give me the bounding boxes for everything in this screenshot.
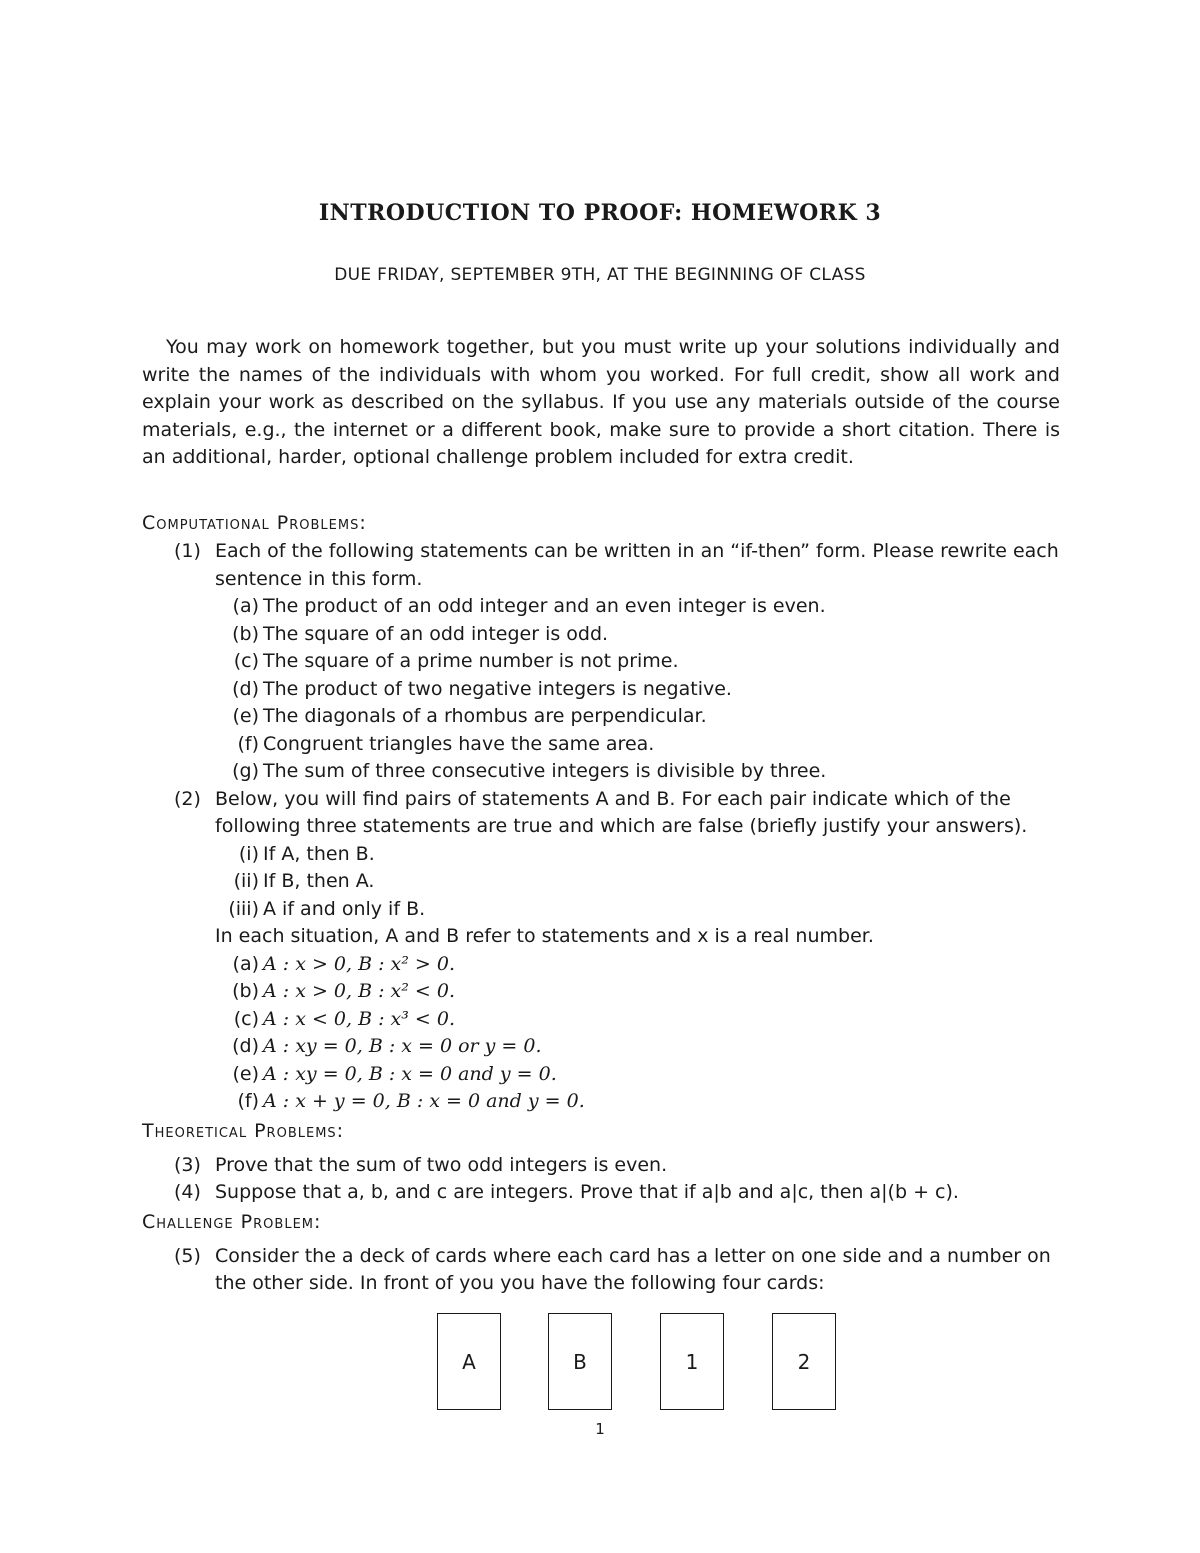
intro-paragraph: You may work on homework together, but you must write up your solutions individually and write the names of the individuals with whom you worked. For full credit, show all work and explain your work as described on the syllabus. If you use any materials outside of the course materials, e.g., the internet or a different book, make sure to provide a short citation. There is an additional, harder, optional challenge problem included for extra credit. <box>142 336 1060 468</box>
problem-1 <box>142 538 1060 786</box>
situation-text: In each situation, A and B refer to statements and x is a real number. <box>215 925 874 947</box>
section-theoretical: Theoretical Problems: <box>142 1119 345 1142</box>
card-2: 2 <box>772 1313 836 1410</box>
problem-4 <box>142 1179 1060 1207</box>
problem-number: (3) <box>174 1153 201 1176</box>
item-label: (c) <box>233 650 259 672</box>
item-text: The square of a prime number is not prime. <box>263 650 679 672</box>
item-text: The sum of three consecutive integers is divisible by three. <box>263 760 827 782</box>
problem-2-statements <box>215 841 1060 924</box>
item-text: A if and only if B. <box>263 897 426 920</box>
list-item <box>215 621 1060 649</box>
item-label: (ii) <box>233 870 259 892</box>
item-label: (iii) <box>228 897 259 920</box>
problem-1-items <box>215 593 1060 786</box>
item-text: The product of an odd integer and an even integer is even. <box>263 595 826 617</box>
problem-text: Below, you will find pairs of statements A and B. For each pair indicate which of the following three statements are true and which are false (briefly justify your answers). <box>215 787 1028 837</box>
problems-content <box>142 508 1060 1298</box>
item-label: (c) <box>233 1007 259 1030</box>
item-label: (g) <box>232 760 259 782</box>
item-label: (i) <box>238 842 259 865</box>
list-item <box>215 978 1060 1006</box>
problem-5 <box>142 1243 1060 1298</box>
list-item <box>215 1061 1060 1089</box>
item-text: A : xy = 0, B : x = 0 and y = 0. <box>263 1062 557 1085</box>
list-item <box>215 593 1060 621</box>
list-item <box>215 1006 1060 1034</box>
problem-3 <box>142 1152 1060 1180</box>
item-text: A : x > 0, B : x² < 0. <box>263 980 455 1002</box>
problem-text: Consider the a deck of cards where each card has a letter on one side and a number on the other side. In front of you you have the following four cards: <box>215 1244 1051 1294</box>
list-item <box>215 868 1060 896</box>
item-text: A : x + y = 0, B : x = 0 and y = 0. <box>263 1090 585 1112</box>
item-label: (a) <box>232 952 259 975</box>
problem-text: Prove that the sum of two odd integers is even. <box>215 1153 668 1176</box>
item-text: A : x > 0, B : x² > 0. <box>263 952 455 975</box>
list-item <box>215 676 1060 704</box>
problem-text: Suppose that a, b, and c are integers. Prove that if a|b and a|c, then a|(b + c). <box>215 1181 959 1203</box>
item-label: (f) <box>237 1090 259 1112</box>
list-item <box>215 758 1060 786</box>
problem-number: (1) <box>174 540 201 562</box>
item-text: The product of two negative integers is negative. <box>263 677 732 700</box>
card-1: 1 <box>660 1313 724 1410</box>
item-label: (d) <box>232 677 259 700</box>
list-item <box>215 1033 1060 1061</box>
card-row <box>437 1313 837 1413</box>
item-label: (f) <box>237 732 259 755</box>
problem-2-items <box>215 951 1060 1116</box>
page-title: INTRODUCTION TO PROOF: HOMEWORK 3 <box>318 200 882 226</box>
item-text: Congruent triangles have the same area. <box>263 732 655 755</box>
list-item <box>215 1088 1060 1116</box>
item-label: (b) <box>232 980 259 1002</box>
list-item <box>215 703 1060 731</box>
section-computational: Computational Problems: <box>142 512 367 534</box>
item-label: (b) <box>232 622 259 645</box>
item-text: If B, then A. <box>263 870 375 892</box>
due-date: DUE FRIDAY, SEPTEMBER 9TH, AT THE BEGINNING OF CLASS <box>334 265 866 285</box>
item-text: The diagonals of a rhombus are perpendicular. <box>263 705 707 727</box>
item-text: If A, then B. <box>263 842 375 865</box>
list-item <box>215 648 1060 676</box>
list-item <box>215 841 1060 869</box>
section-challenge: Challenge Problem: <box>142 1210 322 1233</box>
list-item <box>215 896 1060 924</box>
item-text: The square of an odd integer is odd. <box>263 622 609 645</box>
problem-number: (4) <box>174 1181 201 1203</box>
list-item <box>215 951 1060 979</box>
problem-number: (2) <box>174 787 201 810</box>
problem-number: (5) <box>174 1244 201 1267</box>
page-number: 1 <box>595 1420 605 1438</box>
item-text: A : xy = 0, B : x = 0 or y = 0. <box>263 1035 542 1057</box>
item-label: (e) <box>232 705 259 727</box>
problem-2 <box>142 786 1060 1116</box>
list-item <box>215 731 1060 759</box>
card-a: A <box>437 1313 501 1410</box>
problem-text: Each of the following statements can be written in an “if-then” form. Please rewrite each sentence in this form. <box>215 540 1059 590</box>
item-label: (d) <box>232 1035 259 1057</box>
item-text: A : x < 0, B : x³ < 0. <box>263 1007 455 1030</box>
item-label: (a) <box>232 595 259 617</box>
card-b: B <box>548 1313 612 1410</box>
item-label: (e) <box>232 1062 259 1085</box>
